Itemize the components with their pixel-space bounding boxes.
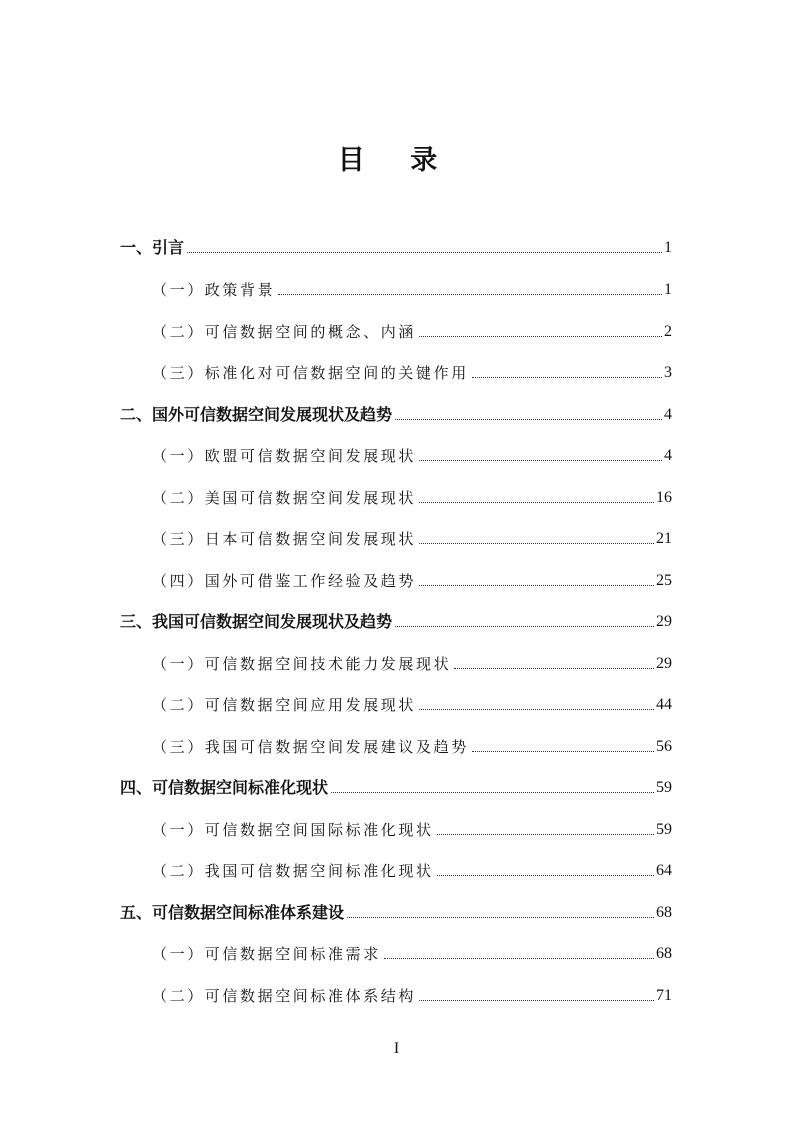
dot-leader <box>419 501 654 503</box>
toc-entry-label: （二）可信数据空间标准体系结构 <box>152 987 417 1005</box>
toc-entry-page: 59 <box>656 779 672 796</box>
dot-leader <box>419 459 662 461</box>
toc-entry[interactable] <box>120 557 672 591</box>
toc-entry-page: 4 <box>664 447 672 464</box>
toc-entry[interactable] <box>120 889 672 923</box>
dot-leader <box>395 418 662 420</box>
dot-leader <box>331 791 654 793</box>
toc-entry-page: 29 <box>656 655 672 672</box>
toc-entry-label: （一）可信数据空间标准需求 <box>152 945 381 963</box>
toc-entry[interactable] <box>120 847 672 881</box>
toc-entry-page: 68 <box>656 904 672 921</box>
toc-entry-label: （一）可信数据空间国际标准化现状 <box>152 821 434 839</box>
toc-entry[interactable] <box>120 806 672 840</box>
toc-entry-label: （三）标准化对可信数据空间的关键作用 <box>152 364 469 382</box>
toc-entry-page: 44 <box>656 696 672 713</box>
toc-entry-page: 2 <box>664 323 672 340</box>
toc-entry[interactable] <box>120 224 672 258</box>
toc-entry[interactable] <box>120 515 672 549</box>
dot-leader <box>437 833 654 835</box>
toc-entry-page: 3 <box>664 364 672 381</box>
dot-leader <box>419 335 662 337</box>
toc-entry[interactable] <box>120 681 672 715</box>
dot-leader <box>454 667 654 669</box>
dot-leader <box>419 584 654 586</box>
toc-entry-label: 三、我国可信数据空间发展现状及趋势 <box>120 612 393 631</box>
toc-entry[interactable] <box>120 723 672 757</box>
toc-entry-label: 五、可信数据空间标准体系建设 <box>120 903 345 922</box>
toc-entry-label: （二）美国可信数据空间发展现状 <box>152 489 417 507</box>
toc-entry-label: （四）国外可借鉴工作经验及趋势 <box>152 572 417 590</box>
dot-leader <box>419 708 654 710</box>
toc-entry-page: 16 <box>656 489 672 506</box>
toc-entry-label: （二）我国可信数据空间标准化现状 <box>152 862 434 880</box>
toc-entry[interactable] <box>120 640 672 674</box>
dot-leader <box>278 293 662 295</box>
toc-entry-page: 64 <box>656 862 672 879</box>
toc-entry-label: （二）可信数据空间应用发展现状 <box>152 696 417 714</box>
toc-entry-label: （三）日本可信数据空间发展现状 <box>152 530 417 548</box>
toc-entry-page: 71 <box>656 987 672 1004</box>
toc-entry[interactable] <box>120 474 672 508</box>
toc-entry-label: 二、国外可信数据空间发展现状及趋势 <box>120 405 393 424</box>
toc-entry[interactable] <box>120 349 672 383</box>
dot-leader <box>472 750 654 752</box>
toc-entry[interactable] <box>120 930 672 964</box>
dot-leader <box>472 376 662 378</box>
toc-entry[interactable] <box>120 972 672 1006</box>
dot-leader <box>347 916 654 918</box>
toc-entry-page: 1 <box>664 281 672 298</box>
toc-entry-page: 68 <box>656 945 672 962</box>
toc-entry-page: 29 <box>656 613 672 630</box>
toc-entry[interactable] <box>120 764 672 798</box>
toc-entry-label: （一）欧盟可信数据空间发展现状 <box>152 447 417 465</box>
toc-entry-page: 4 <box>664 406 672 423</box>
toc-entry[interactable] <box>120 391 672 425</box>
toc-entry[interactable] <box>120 432 672 466</box>
dot-leader <box>437 874 654 876</box>
page-number: I <box>393 1040 400 1057</box>
toc-entry-label: （一）政策背景 <box>152 281 276 299</box>
toc-entry-page: 59 <box>656 821 672 838</box>
toc-title: 目 录 <box>337 145 456 176</box>
toc-entry-label: 四、可信数据空间标准化现状 <box>120 778 329 797</box>
toc-entry[interactable] <box>120 308 672 342</box>
toc-entry-label: （二）可信数据空间的概念、内涵 <box>152 323 417 341</box>
toc-entry-page: 25 <box>656 572 672 589</box>
toc-entry[interactable] <box>120 598 672 632</box>
toc-entry-page: 56 <box>656 738 672 755</box>
toc-entry-page: 21 <box>656 530 672 547</box>
dot-leader <box>419 542 654 544</box>
toc-entry-label: （三）我国可信数据空间发展建议及趋势 <box>152 738 469 756</box>
toc-entry-label: （一）可信数据空间技术能力发展现状 <box>152 655 452 673</box>
toc-entry-page: 1 <box>664 239 672 256</box>
dot-leader <box>384 957 654 959</box>
toc-entry[interactable] <box>120 266 672 300</box>
toc-entry-label: 一、引言 <box>120 238 185 257</box>
dot-leader <box>419 999 654 1001</box>
dot-leader <box>187 251 662 253</box>
dot-leader <box>395 625 654 627</box>
